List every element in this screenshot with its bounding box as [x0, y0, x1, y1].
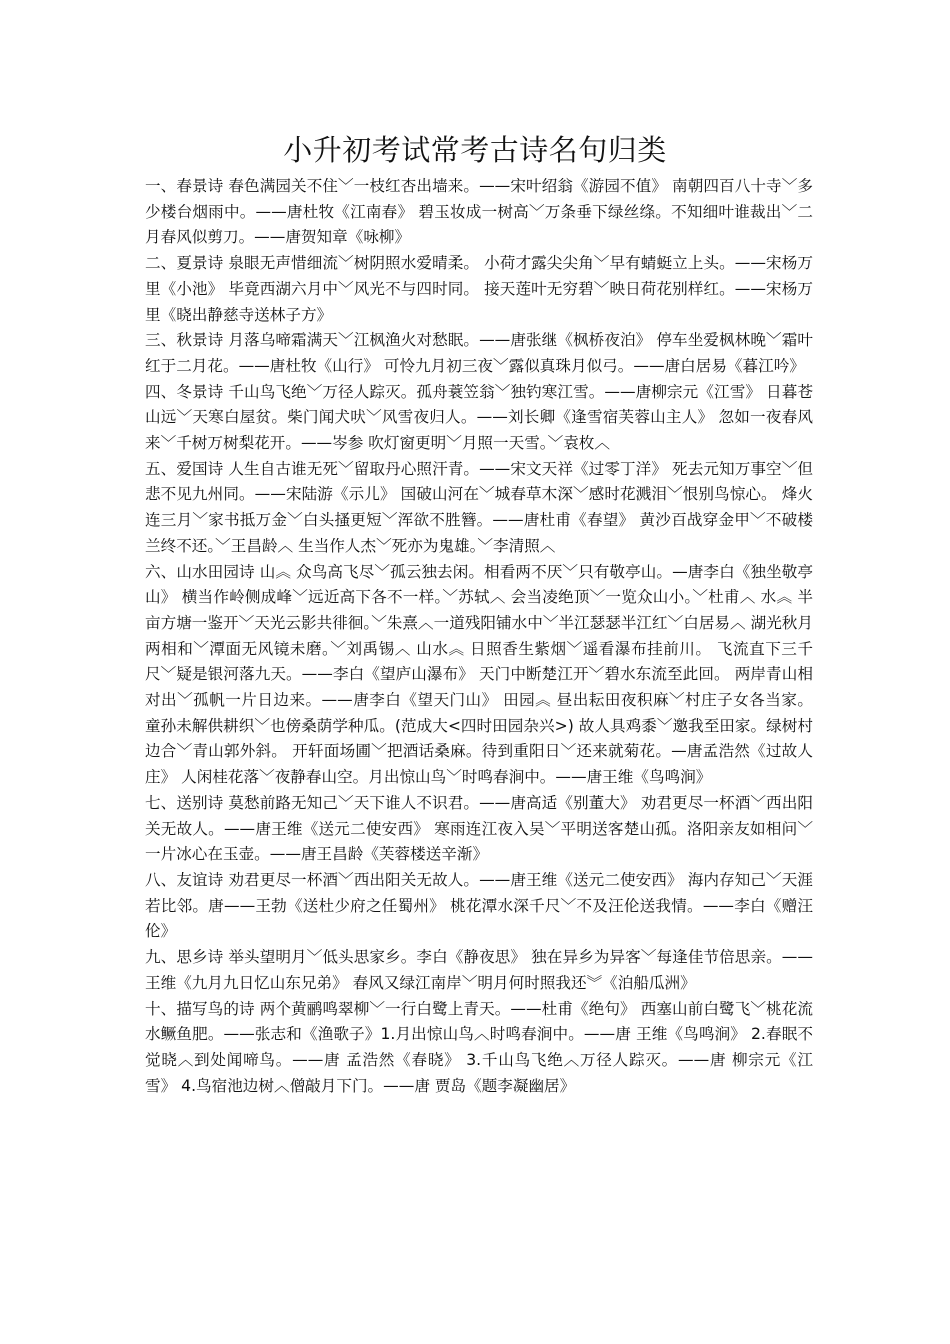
section-patriotic: 五、爱国诗 人生自古谁无死﹀留取丹心照汗青。——宋文天祥《过零丁洋》 死去元知万事空﹀但悲不见九州同。——宋陆游《示儿》 国破山河在﹀城春草木深﹀感时花溅泪﹀恨别鸟惊心。 烽火连三月﹀家书抵万金﹀白头搔更短﹀浑欲不胜簪。——唐杜甫《春望》 黄沙百战穿金甲﹀不破楼兰终不还。﹀王昌龄︿ 生当作人杰﹀死亦为鬼雄。﹀李清照︿ [145, 459, 813, 555]
section-winter: 四、冬景诗 千山鸟飞绝﹀万径人踪灭。孤舟蓑笠翁﹀独钓寒江雪。——唐柳宗元《江雪》 日暮苍山远﹀天寒白屋贫。柴门闻犬吠﹀风雪夜归人。——刘长卿《逢雪宿芙蓉山主人》 忽如一夜春风来﹀千树万树梨花开。——岑参 吹灯窗更明﹀月照一天雪。﹀袁枚︿ [145, 382, 813, 453]
section-birds: 十、描写鸟的诗 两个黄鹂鸣翠柳﹀一行白鹭上青天。——杜甫《绝句》 西塞山前白鹭飞﹀桃花流水鳜鱼肥。——张志和《渔歌子》1.月出惊山鸟︿时鸣春涧中。——唐 王维《鸟鸣涧》 2.春眠不觉晓︿到处闻啼鸟。——唐 孟浩然《春晓》 3.千山鸟飞绝︿万径人踪灭。——唐 柳宗元《江雪》 4.鸟宿池边树︿僧敲月下门。——唐 贾岛《题李凝幽居》 [145, 999, 813, 1095]
section-spring: 一、春景诗 春色满园关不住﹀一枝红杏出墙来。——宋叶绍翁《游园不值》 南朝四百八十寺﹀多少楼台烟雨中。——唐杜牧《江南春》 碧玉妆成一树高﹀万条垂下绿丝绦。不知细叶谁裁出﹀二月春风似剪刀。——唐贺知章《咏柳》 [145, 177, 813, 247]
document-body [145, 174, 813, 1099]
section-autumn: 三、秋景诗 月落乌啼霜满天﹀江枫渔火对愁眠。——唐张继《枫桥夜泊》 停车坐爱枫林晚﹀霜叶红于二月花。——唐杜牧《山行》 可怜九月初三夜﹀露似真珠月似弓。——唐白居易《暮江吟》 [145, 331, 813, 375]
section-landscape: 六、山水田园诗 山︽ 众鸟高飞尽﹀孤云独去闲。相看两不厌﹀只有敬亭山。—唐李白《独坐敬亭山》 横当作岭侧成峰﹀远近高下各不一样。﹀苏轼︿ 会当凌绝顶﹀一览众山小。﹀杜甫︿ 水︽ 半亩方塘一鉴开﹀天光云影共徘徊。﹀朱熹︿一道残阳铺水中﹀半江瑟瑟半江红﹀白居易︿ 湖光秋月两相和﹀潭面无风镜未磨。﹀刘禹锡︿ 山水︽ 日照香生紫烟﹀遥看瀑布挂前川。 飞流直下三千尺﹀疑是银河落九天。——李白《望庐山瀑布》 天门中断楚江开﹀碧水东流至此回。 两岸青山相对出﹀孤帆一片日边来。——唐李白《望天门山》 田园︽ 昼出耘田夜积麻﹀村庄子女各当家。 童孙未解供耕织﹀也傍桑荫学种瓜。(范成大<四时田园杂兴>) 故人具鸡黍﹀邀我至田家。绿树村边合﹀青山郭外斜。 开轩面场圃﹀把酒话桑麻。待到重阳日﹀还来就菊花。—唐孟浩然《过故人庄》 人闲桂花落﹀夜静春山空。月出惊山鸟﹀时鸣春涧中。——唐王维《鸟鸣涧》 [145, 562, 813, 787]
document-title: 小升初考试常考古诗名句归类 [283, 133, 667, 167]
section-friendship: 八、友谊诗 劝君更尽一杯酒﹀西出阳关无故人。——唐王维《送元二使安西》 海内存知己﹀天涯若比邻。唐——王勃《送杜少府之任蜀州》 桃花潭水深千尺﹀不及汪伦送我情。——李白《赠汪伦》 [145, 870, 813, 941]
section-summer: 二、夏景诗 泉眼无声惜细流﹀树阴照水爱晴柔。 小荷才露尖尖角﹀早有蜻蜓立上头。——宋杨万里《小池》 毕竟西湖六月中﹀风光不与四时同。 接天莲叶无穷碧﹀映日荷花别样红。——宋杨万里《晓出静慈寺送林子方》 [145, 254, 813, 324]
section-farewell: 七、送别诗 莫愁前路无知己﹀天下谁人不识君。——唐高适《别董大》 劝君更尽一杯酒﹀西出阳关无故人。——唐王维《送元二使安西》 寒雨连江夜入吴﹀平明送客楚山孤。洛阳亲友如相问﹀一片冰心在玉壶。——唐王昌龄《芙蓉楼送辛渐》 [145, 793, 813, 864]
section-homesick: 九、思乡诗 举头望明月﹀低头思家乡。李白《静夜思》 独在异乡为异客﹀每逢佳节倍思亲。——王维《九月九日忆山东兄弟》 春风又绿江南岸﹀明月何时照我还︾《泊船瓜洲》 [145, 948, 813, 992]
